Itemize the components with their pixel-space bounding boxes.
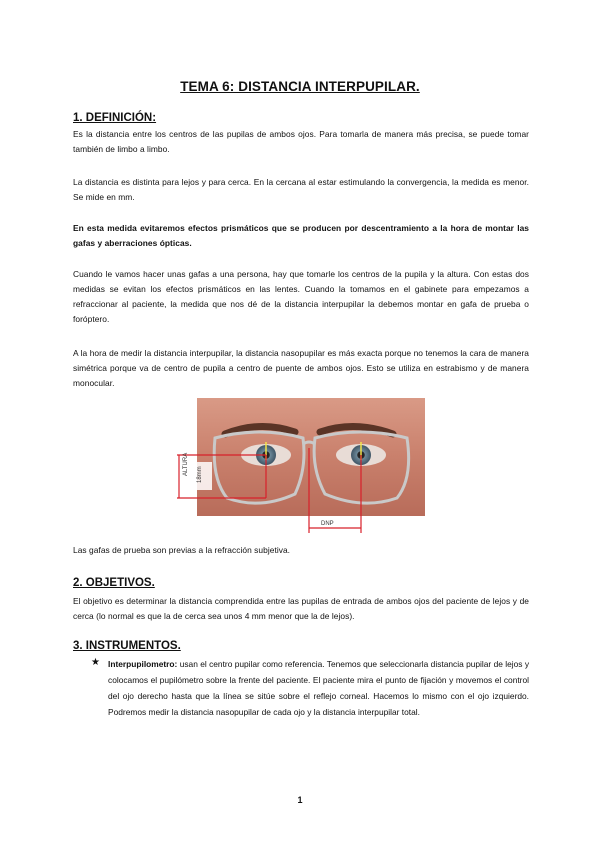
section-heading-instrumentos: 3. INSTRUMENTOS. [73,640,181,652]
paragraph-gafas-prueba: Las gafas de prueba son previas a la refracción subjetiva. [73,545,291,555]
star-bullet-icon: ★ [91,657,100,668]
eyes-glasses-photo [175,398,425,540]
paragraph-centros-pupila: Cuando le vamos hacer unas gafas a una persona, hay que tomarle los centros de la pupila y la altura. Con estas dos medidas se evitan los efectos prismáticos en las lentes. Cuando la tomamos en el gabinete para empezamos a refraccionar al paciente, la medida que nos dé de la distancia interpupilar la debemos montar en gafa de prueba o foróptero. [73,269,529,324]
paragraph-nasopupilar: A la hora de medir la distancia interpupilar, la distancia nasopupilar es más exacta porque no tenemos la cara de manera simétrica porque va de centro de pupila a centro de puente de ambos ojos. Esto se utiliza en estrabismo y de manera monocular. [73,348,529,388]
paragraph-definicion: Es la distancia entre los centros de las pupilas de ambos ojos. Para tomarla de manera más precisa, se puede tomar también de limbo a limbo. [73,129,529,154]
paragraph-objetivos: El objetivo es determinar la distancia comprendida entre las pupilas de entrada de ambos ojos del paciente de lejos y de cerca (lo normal es que la de cerca sea unos 4 mm menor que la de lejos). [73,596,529,621]
page-number: 1 [297,795,303,805]
figure-label-mm: 18mm [197,466,203,483]
section-heading-definicion: 1. DEFINICIÓN: [73,112,157,124]
list-item-interpupilometro [108,656,529,720]
paragraph-efectos-prismaticos: En esta medida evitaremos efectos prismáticos que se producen por descentramiento a la hora de montar las gafas y aberraciones ópticas. [73,223,529,248]
paragraph-lejos-cerca: La distancia es distinta para lejos y para cerca. En la cercana al estar estimulando la convergencia, la medida es menor. Se mide en mm. [73,177,529,202]
item-text: usan el centro pupilar como referencia. Tenemos que seleccionarla distancia pupilar de lejos y colocamos el pupilómetro sobre la frente del paciente. El paciente mira el punto de fijación y movemos el control del ojo derecho hasta que la línea se sitúe sobre el reflejo corneal. Hacemos lo mismo con el ojo izquierdo. Podremos medir la distancia nasopupilar de cada ojo y la distancia interpupilar total. [108,659,530,717]
item-title: Interpupilometro: [108,659,178,669]
figure-label-altura: ALTURA [183,452,189,476]
figure-label-dnp: DNP [321,521,334,527]
page-title: TEMA 6: DISTANCIA INTERPUPILAR. [180,79,420,94]
section-heading-objetivos: 2. OBJETIVOS. [73,577,155,589]
